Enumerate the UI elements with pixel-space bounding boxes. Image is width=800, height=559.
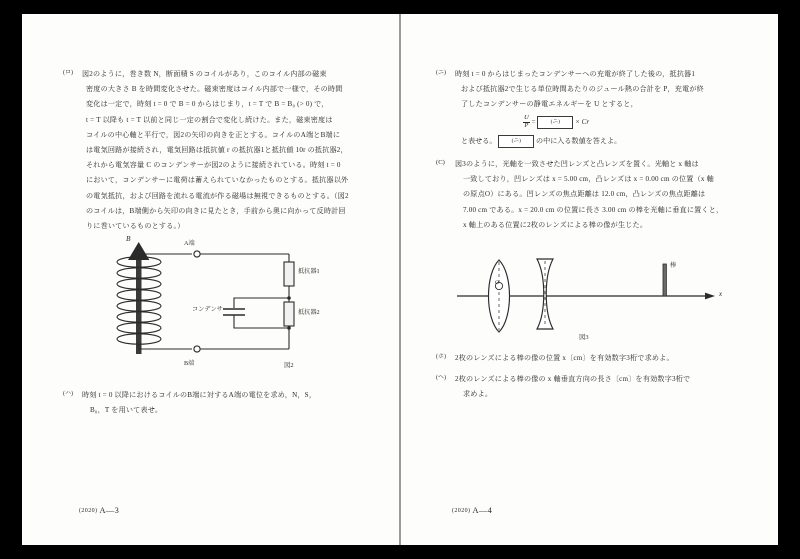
figure2-label-resistor2: 抵抗器2 — [298, 309, 320, 316]
question-ni-line-2: および抵抗器2で生じる単位時間あたりのジュール熱の合計を P，充電が終 — [461, 85, 704, 94]
scanned-document — [22, 14, 778, 545]
problem-b-line-2: 密度の大きさ B を時間変化させた。磁束密度はコイル内部で一様で，その時間 — [86, 85, 343, 94]
problem-b-block: (ロ) 図2のように，巻き数 N，断面積 S のコイルがあり，このコイル内部の磁束 密度の大きさ B を時間変化させた。磁束密度はコイル内部で一様で，その時間 変化は一定で，時刻 t = 0 で B = 0 からはじまり，t = T で B = B₀ (> 0) で， t = T 以降も t = T 以前と同じ一定の割合で変化し続けた。また，磁束密度は コイルの中心軸と平行で，図2の矢印の向きを正とする。コイルのA端とB端に は電気回路が接続され，電気回路は抵抗値 r の抵抗器1と抵抗値 10r の抵抗器2， それから電気容量 C のコンデンサーが図2のように接続されている。時刻 t = 0 において，コンデンサーに電荷は蓄えられていなかったものとする。抵抗器以外 の電気抵抗，および回路を流れる電流が作る磁場は無視できるものとする。（図2 のコイルは，B端側から矢印の向きに見たとき，手前から奥に向かって反時計回 りに巻いているものとする。） — [78, 66, 366, 234]
figure2-label-flux: B — [126, 234, 131, 243]
page-right — [401, 14, 778, 545]
problem-b-line-1: 図2のように，巻き数 N，断面積 S のコイルがあり，このコイル内部の磁束 — [81, 70, 327, 78]
page-left — [22, 14, 399, 545]
footer-left — [79, 506, 119, 515]
figure2-label-terminal-a: A端 — [184, 240, 195, 247]
figure2-label-resistor1: 抵抗器1 — [298, 268, 320, 275]
problem-c-block: (C) 図3のように，光軸を一致させた凹レンズと凸レンズを置く。光軸と x 軸は 一致しており，凹レンズは x = 5.00 cm，凸レンズは x = 0.00 cm の位置（x 軸 の原点O）にある。凹レンズの焦点距離は 12.0 cm，凸レンズの焦点距離は 7.00 cm である。x = 20.0 cm の位置に長さ 3.00 cm の棒を光軸に垂直に置くと， x 軸上のある位置に2枚のレンズによる棒の像が生じた。 — [451, 155, 747, 233]
closing-suffix: の中に入る数値を答えよ。 — [536, 137, 622, 146]
question-ni-line-1: 時刻 t = 0 からはじまったコンデンサーへの充電が終了した後の，抵抗器1 — [454, 70, 696, 78]
question-ho-line-1: 2枚のレンズによる棒の像の位置 x〔cm〕を有効数字3桁で求めよ。 — [454, 354, 674, 362]
figure2-label-capacitor: コンデンサー — [192, 306, 230, 313]
figure2-drawing — [84, 236, 344, 366]
figure2-caption: 図2 — [284, 362, 294, 369]
question-he-line-1: 2枚のレンズによる棒の像の x 軸垂直方向の長さ〔cm〕を有効数字3桁で — [454, 375, 691, 383]
figure2-label-terminal-b: B端 — [184, 360, 195, 367]
equation-equals: = — [531, 118, 536, 127]
problem-b-line-5: コイルの中心軸と平行で，図2の矢印の向きを正とする。コイルのA端とB端に — [86, 130, 341, 139]
footer-left-page-id: A—3 — [99, 506, 120, 515]
problem-b-line-8: において，コンデンサーに電荷は蓄えられていなかったものとする。抵抗器以外 — [86, 176, 349, 185]
equation-right-side: × Cr — [575, 118, 590, 127]
problem-c-line-3: の原点O）にある。凹レンズの焦点距離は 12.0 cm，凸レンズの焦点距離は — [463, 190, 706, 199]
question-i-block: (ハ) 時刻 t = 0 以降におけるコイルのB端に対するA端の電位を求め，N，S， B₀，T を用いて表せ。 — [78, 387, 370, 418]
figure3-caption: 図3 — [579, 334, 589, 341]
closing-prefix: と表せる。 — [461, 137, 497, 146]
answer-box-closing[interactable]: (ニ) — [498, 135, 534, 148]
problem-c-line-4: 7.00 cm である。x = 20.0 cm の位置に長さ 3.00 cm の棒を光軸に垂直に置くと， — [463, 205, 724, 214]
fraction-numerator: U — [524, 114, 529, 121]
problem-b-line-3: 変化は一定で，時刻 t = 0 で B = 0 からはじまり，t = T で B = B₀ (> 0) で， — [86, 100, 329, 109]
problem-c-line-1: 図3のように，光軸を一致させた凹レンズと凸レンズを置く。光軸と x 軸は — [454, 160, 699, 168]
problem-b-line-11: りに巻いているものとする。） — [86, 222, 185, 231]
problem-c-line-5: x 軸上のある位置に2枚のレンズによる棒の像が生じた。 — [463, 220, 648, 229]
equation-u-over-p — [523, 115, 589, 130]
figure3-label-axis: x — [719, 290, 723, 298]
problem-c-line-2: 一致しており，凹レンズは x = 5.00 cm，凸レンズは x = 0.00 cm の位置（x 軸 — [463, 175, 714, 184]
footer-right-year: (2020) — [452, 508, 471, 514]
question-i-line-2: B₀，T を用いて表せ。 — [90, 406, 163, 415]
problem-b-line-7: それから電気容量 C のコンデンサーが図2のように接続されている。時刻 t = 0 — [86, 161, 341, 170]
question-he-block: (ヘ) 2枚のレンズによる棒の像の x 軸垂直方向の長さ〔cm〕を有効数字3桁で 求めよ。 — [451, 371, 747, 402]
figure3-drawing — [437, 246, 737, 342]
problem-b-line-6: は電気回路が接続され，電気回路は抵抗値 r の抵抗器1と抵抗値 10r の抵抗器2， — [86, 146, 348, 155]
question-ho-block: (ホ) 2枚のレンズによる棒の像の位置 x〔cm〕を有効数字3桁で求めよ。 — [436, 354, 674, 362]
fraction-u-p — [523, 115, 530, 130]
footer-right — [452, 506, 492, 515]
figure3-label-origin: O — [495, 280, 500, 286]
question-ni-block: (ニ) 時刻 t = 0 からはじまったコンデンサーへの充電が終了した後の，抵抗器1 および抵抗器2で生じる単位時間あたりのジュール熱の合計を P，充電が終 了したコンデンサーの静電エネルギーを U とすると， — [451, 66, 743, 113]
question-ni-line-3: 了したコンデンサーの静電エネルギーを U とすると， — [461, 100, 638, 109]
footer-left-year: (2020) — [79, 508, 98, 514]
figure2 — [84, 234, 344, 369]
problem-b-line-4: t = T 以降も t = T 以前と同じ一定の割合で変化し続けた。また，磁束密度は — [86, 115, 333, 124]
question-i-line-1: 時刻 t = 0 以降におけるコイルのB端に対するA端の電位を求め，N，S， — [81, 391, 317, 399]
fraction-denominator: P — [524, 121, 529, 129]
question-ni-closing — [461, 135, 621, 148]
footer-right-page-id: A—4 — [472, 506, 493, 515]
figure3 — [437, 246, 737, 342]
problem-b-line-10: のコイルは，B端側から矢印の向きに見たとき，手前から奥に向かって反時計回 — [86, 206, 346, 215]
question-he-line-2: 求めよ。 — [463, 390, 493, 399]
problem-b-line-9: の電気抵抗，および回路を流れる電流が作る磁場は無視できるものとする。（図2 — [86, 191, 349, 200]
figure3-label-rod: 棒 — [670, 262, 677, 269]
answer-box-equation[interactable]: (ニ) — [537, 116, 573, 129]
